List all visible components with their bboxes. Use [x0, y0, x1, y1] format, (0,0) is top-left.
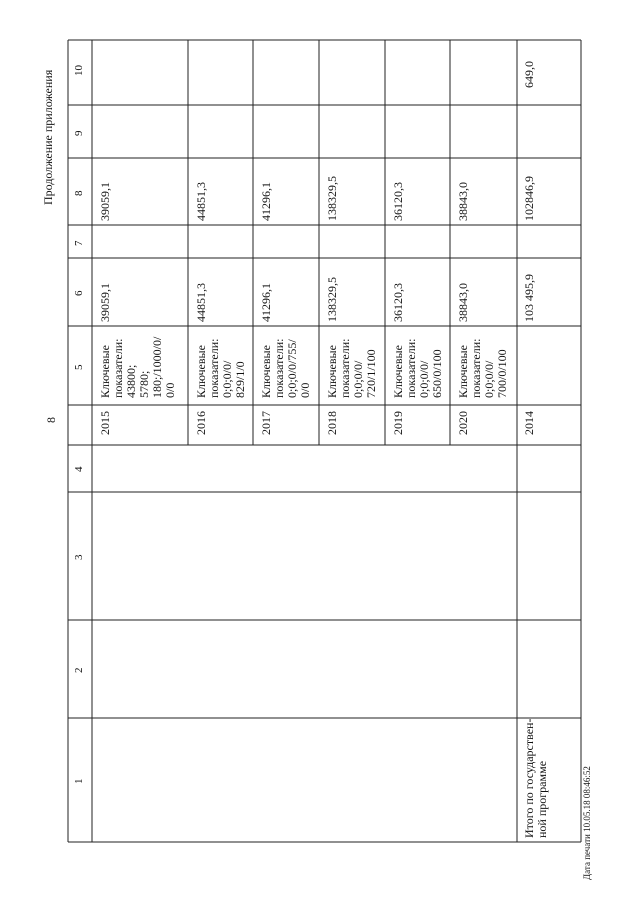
col-header-9: 9 [73, 130, 85, 136]
table-row-indicators: Ключевые показатели: 0;0;0/0/ 829/1/0 [194, 338, 247, 398]
total-col10: 649,0 [522, 61, 536, 88]
table-row-indicators: Ключевые показатели: 0;0;0/0/ 650/0/100 [391, 338, 444, 398]
continuation-label: Продолжение приложения [41, 69, 55, 205]
col-header-8: 8 [73, 190, 85, 196]
table-row-col8: 36120,3 [391, 182, 405, 221]
col-header-7: 7 [73, 240, 85, 246]
table-row-col6: 39059,1 [98, 283, 112, 322]
col-header-1: 1 [73, 778, 85, 784]
table-row-year: 2016 [194, 411, 208, 435]
table-row-year: 2018 [325, 411, 339, 435]
table-row-col8: 44851,3 [194, 182, 208, 221]
col-header-6: 6 [73, 290, 85, 296]
col-header-4: 4 [73, 466, 85, 472]
total-year: 2014 [522, 411, 536, 435]
table-row-year: 2020 [456, 411, 470, 435]
table-row-indicators: Ключевые показатели: 43800; 5780; 180;/1000/0/ 0/0 [98, 336, 177, 398]
table-row-indicators: Ключевые показатели: 0;0;0/0/ 700/0/100 [456, 338, 509, 398]
table-row-year: 2019 [391, 411, 405, 435]
col-header-3: 3 [73, 554, 85, 560]
table-row-col6: 36120,3 [391, 283, 405, 322]
table-row-col8: 38843,0 [456, 182, 470, 221]
table-row-year: 2017 [259, 411, 273, 435]
col-header-10: 10 [73, 65, 85, 76]
total-label: Итого по государствен- ной программе [522, 718, 549, 838]
print-date: Дата печати 10.05.18 08:46:52 [582, 766, 592, 880]
table-row-col6: 138329,5 [325, 277, 339, 322]
total-col8: 102846,9 [522, 176, 536, 221]
total-col6: 103 495,9 [522, 274, 536, 322]
table-row-indicators: Ключевые показатели: 0;0;0/0/755/ 0/0 [259, 338, 312, 398]
table-row-col6: 38843,0 [456, 283, 470, 322]
table-row-indicators: Ключевые показатели: 0;0;0/0/ 720/1/100 [325, 338, 378, 398]
table-row-col8: 138329,5 [325, 176, 339, 221]
table-row-year: 2015 [98, 411, 112, 435]
table-row-col6: 44851,3 [194, 283, 208, 322]
table-row-col8: 39059,1 [98, 182, 112, 221]
table-row-col8: 41296,1 [259, 182, 273, 221]
page-number: 8 [44, 417, 58, 423]
table-row-col6: 41296,1 [259, 283, 273, 322]
col-header-2: 2 [73, 667, 85, 673]
col-header-5: 5 [73, 364, 85, 370]
